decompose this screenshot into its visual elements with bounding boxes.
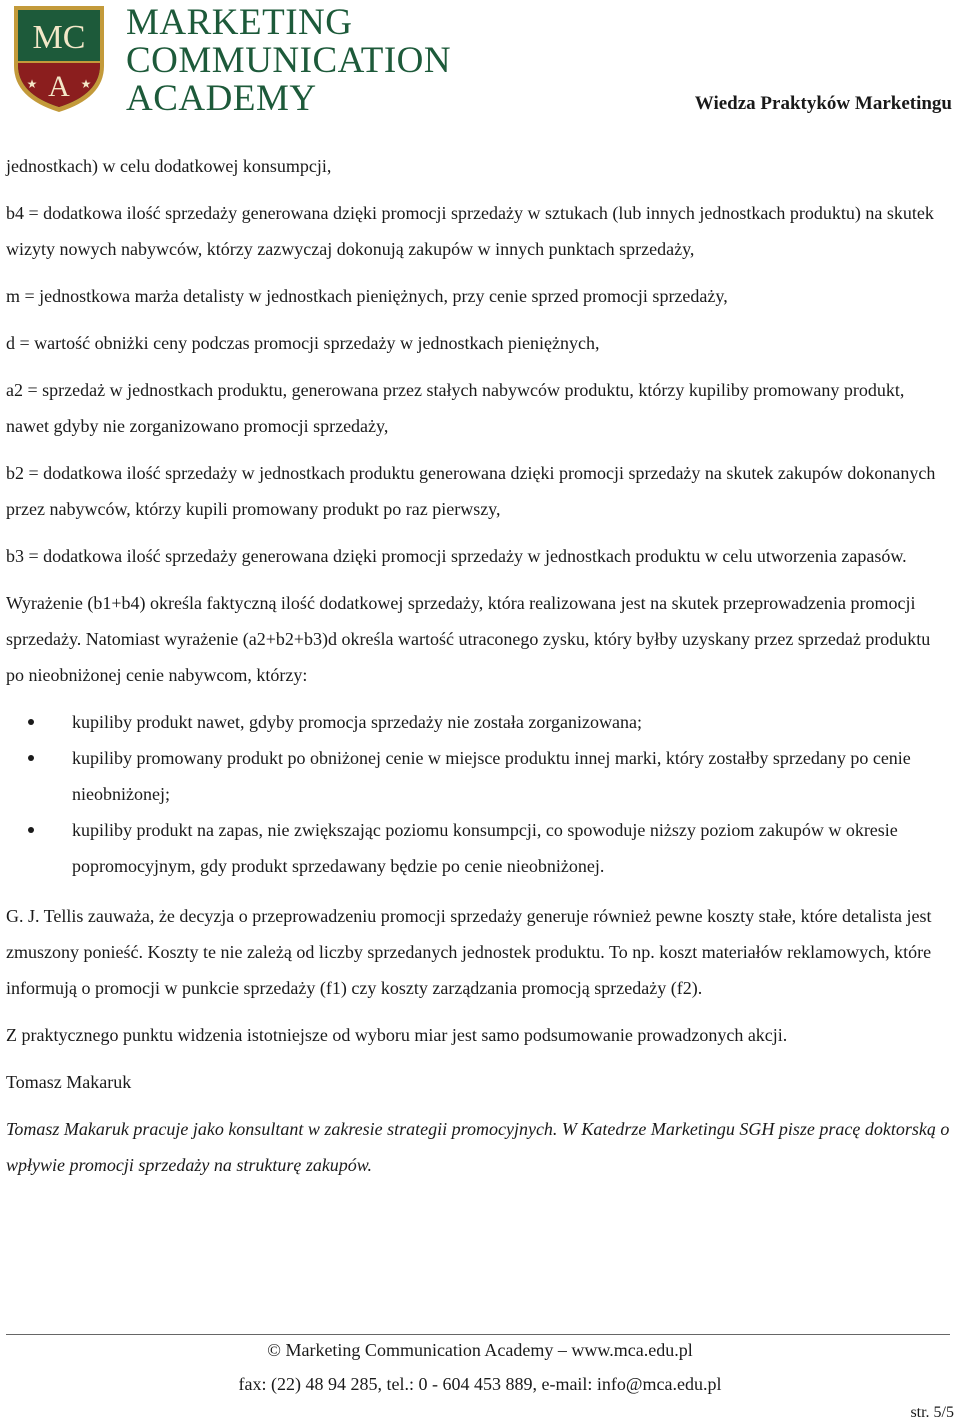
body-paragraph: b4 = dodatkowa ilość sprzedaży generowana dzięki promocji sprzedaży w sztukach (lub innych jednostkach produktu) na skutek wizyty nowych nabywców, którzy zazwyczaj dokonują zakupów w innych punktach sprzedaży, [6,203,934,259]
body-paragraph: a2 = sprzedaż w jednostkach produktu, generowana przez stałych nabywców produktu, którzy kupiliby promowany produkt, nawet gdyby nie zorganizowano promocji sprzedaży, [6,380,905,436]
list-item-text: kupiliby produkt nawet, gdyby promocja sprzedaży nie została zorganizowana; [72,712,642,732]
bullet-list [6,704,950,884]
list-item-text: kupiliby produkt na zapas, nie zwiększając poziomu konsumpcji, co spowoduje niższy poziom zakupów w okresie popromocyjnym, gdy produkt sprzedawany będzie po cenie nieobniżonej. [72,820,898,876]
body-paragraph: G. J. Tellis zauważa, że decyzja o przeprowadzeniu promocji sprzedaży generuje również pewne koszty stałe, które detalista jest zmuszony ponieść. Koszty te nie zależą od liczby sprzedanych jednostek produktu. To np. koszt materiałów reklamowych, które informują o promocji w punkcie sprzedaży (f1) czy koszty zarządzania promocją sprzedaży (f2). [6,906,932,998]
list-item-text: kupiliby promowany produkt po obniżonej cenie w miejsce produktu innej marki, który zostałby sprzedany po cenie nieobniżonej; [72,748,911,804]
svg-text:★: ★ [26,77,38,91]
wordmark-line-1: MARKETING [126,2,353,43]
bullet-icon [28,719,34,725]
body-paragraph: b3 = dodatkowa ilość sprzedaży generowana dzięki promocji sprzedaży w jednostkach produktu w celu utworzenia zapasów. [6,546,907,566]
wordmark-line-3: ACADEMY [126,78,317,119]
page-number: str. 5/5 [910,1404,954,1421]
body-paragraph: d = wartość obniżki ceny podczas promocji sprzedaży w jednostkach pieniężnych, [6,333,600,353]
svg-text:MC: MC [32,19,86,56]
academy-shield-logo [10,2,108,114]
body-paragraph: Wyrażenie (b1+b4) określa faktyczną ilość dodatkowej sprzedaży, która realizowana jest na skutek przeprowadzenia promocji sprzedaży. Natomiast wyrażenie (a2+b2+b3)d określa wartość utraconego zysku, który byłby uzyskany przez sprzedaż produktu po nieobniżonej cenie nabywcom, którzy: [6,593,931,685]
footer-contact: fax: (22) 48 94 285, tel.: 0 - 604 453 889, e-mail: info@mca.edu.pl [238,1374,722,1394]
footer-copyright: © Marketing Communication Academy – www.mca.edu.pl [267,1340,693,1360]
header-tagline: Wiedza Praktyków Marketingu [694,93,952,114]
article-body [6,148,950,1194]
bullet-icon [28,827,34,833]
author-name: Tomasz Makaruk [6,1072,132,1092]
wordmark-line-2: COMMUNICATION [126,40,452,81]
body-paragraph: jednostkach) w celu dodatkowej konsumpcji, [6,156,332,176]
page-header [0,0,960,130]
academy-wordmark [126,4,451,118]
list-item [6,740,950,812]
svg-text:A: A [48,70,70,103]
footer-divider [6,1334,950,1335]
list-item [6,704,950,740]
body-paragraph: b2 = dodatkowa ilość sprzedaży w jednostkach produktu generowana dzięki promocji sprzedaży na skutek zakupów dokonanych przez nabywców, którzy kupili promowany produkt po raz pierwszy, [6,463,936,519]
list-item [6,812,950,884]
bullet-icon [28,755,34,761]
body-paragraph: m = jednostkowa marża detalisty w jednostkach pieniężnych, przy cenie sprzed promocji sprzedaży, [6,286,728,306]
svg-text:★: ★ [80,77,92,91]
author-note: Tomasz Makaruk pracuje jako konsultant w zakresie strategii promocyjnych. W Katedrze Marketingu SGH pisze pracę doktorską o wpływie promocji sprzedaży na strukturę zakupów. [6,1119,950,1175]
body-paragraph: Z praktycznego punktu widzenia istotniejsze od wyboru miar jest samo podsumowanie prowadzonych akcji. [6,1025,788,1045]
